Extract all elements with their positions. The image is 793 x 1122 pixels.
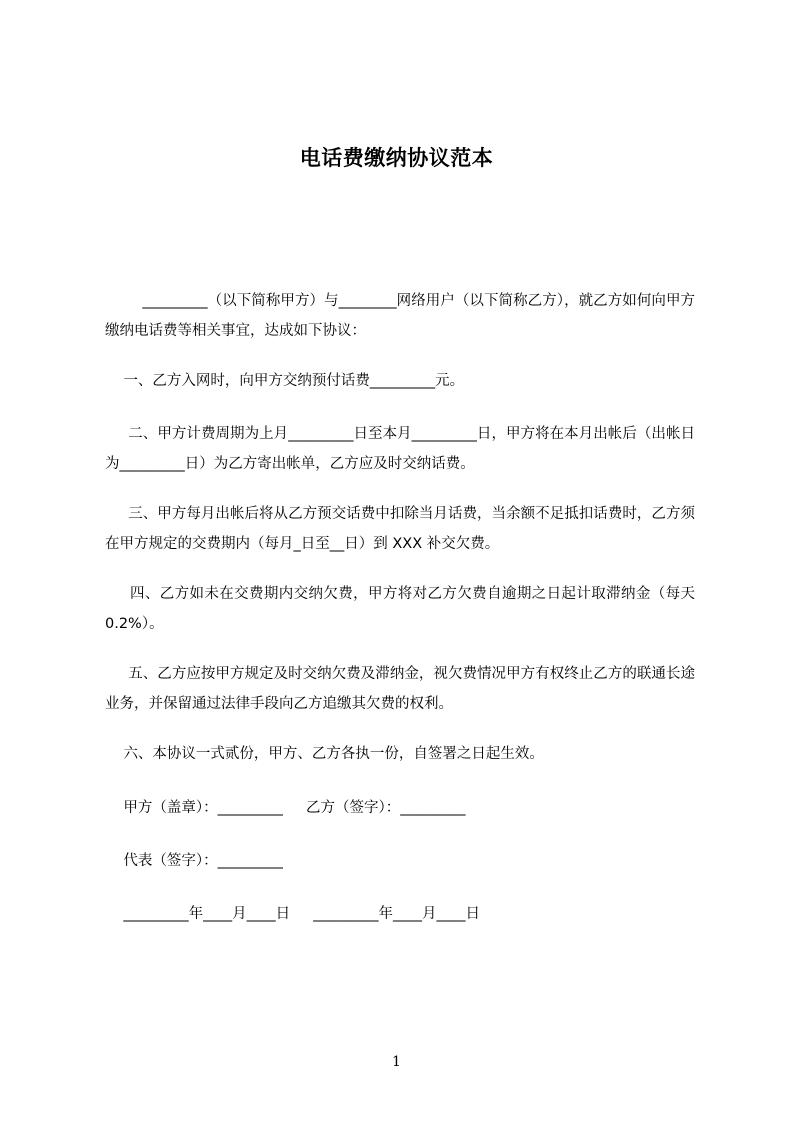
clause-1: 一、乙方入网时，向甲方交纳预付话费_________元。 — [105, 373, 465, 389]
clause-6: 六、本协议一式贰份，甲方、乙方各执一份，自签署之日起生效。 — [105, 746, 544, 762]
clause-4: 四、乙方如未在交费期内交纳欠费，甲方将对乙方欠费自逾期之日起计取滞纳金（每天 0.2%）。 — [105, 586, 700, 632]
clause-2: 二、甲方计费周期为上月_________日至本月_________日，甲方将在本月出帐后（出帐日为_________日）为乙方寄出帐单，乙方应及时交纳话费。 — [105, 426, 695, 472]
signature-party-a-b: 甲方（盖章）：_________ 乙方（签字）：_________ — [105, 800, 466, 816]
clause-3: 三、甲方每月出帐后将从乙方预交话费中扣除当月话费，当余额不足抵扣话费时，乙方须在甲方规定的交费期内（每月_日至__日）到 XXX 补交欠费。 — [105, 506, 695, 552]
signature-representative: 代表（签字）：_________ — [105, 853, 283, 869]
signature-dates: _________年____月____日 _________年____月____日 — [105, 906, 480, 922]
clause-5: 五、乙方应按甲方规定及时交纳欠费及滞纳金，视欠费情况甲方有权终止乙方的联通长途业务，并保留通过法律手段向乙方追缴其欠费的权利。 — [105, 666, 695, 712]
intro-paragraph: _________（以下简称甲方）与________网络用户（以下简称乙方），就乙方如何向甲方缴纳电话费等相关事宜，达成如下协议： — [105, 293, 695, 339]
document-title: 电话费缴纳协议范本 — [299, 146, 494, 170]
page-number: 1 — [392, 1054, 401, 1070]
